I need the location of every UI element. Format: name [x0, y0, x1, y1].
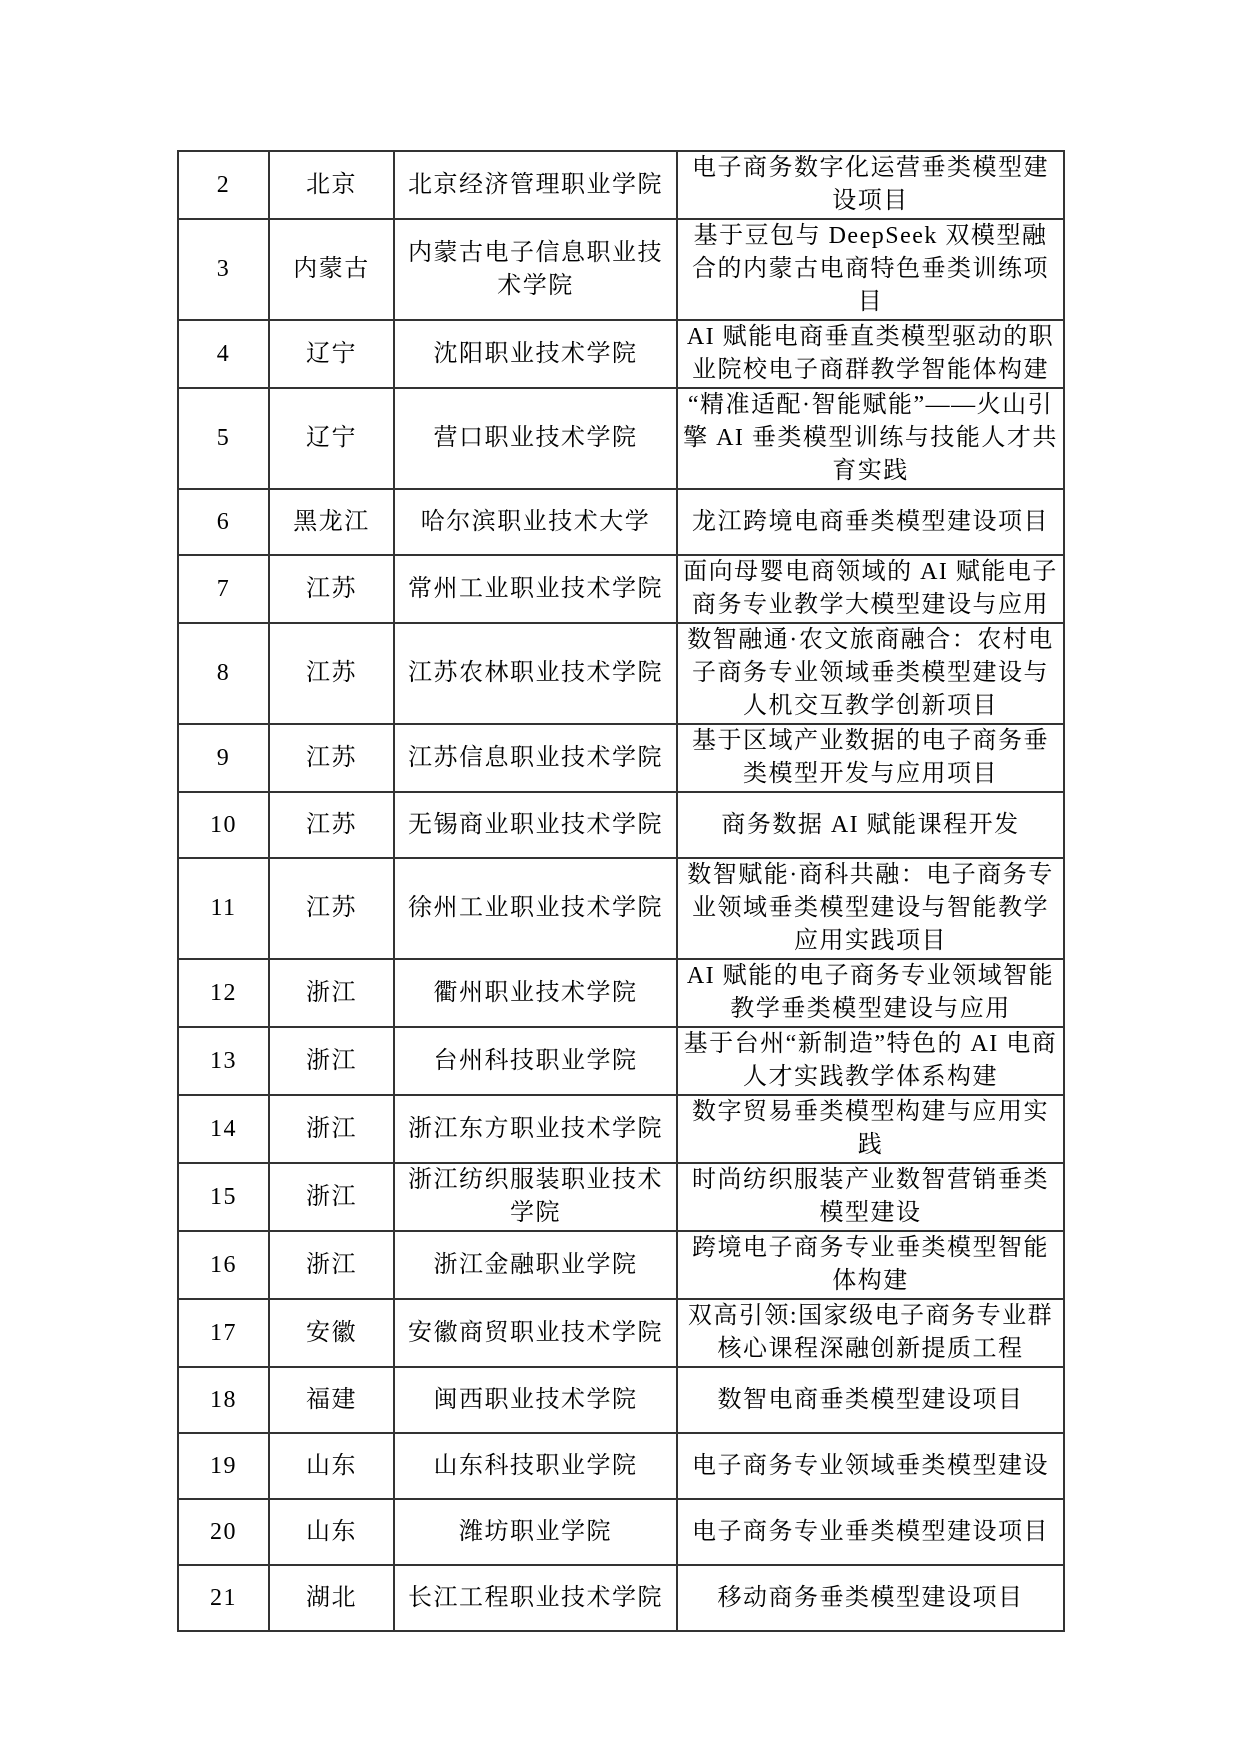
cell-school-name: 哈尔滨职业技术大学: [394, 489, 677, 555]
cell-row-number: 7: [178, 555, 269, 623]
cell-school-name: 常州工业职业技术学院: [394, 555, 677, 623]
projects-table: [177, 150, 1065, 1632]
cell-project-name: 电子商务专业垂类模型建设项目: [677, 1499, 1064, 1565]
table-row: [178, 489, 1064, 555]
cell-school-name: 浙江金融职业学院: [394, 1231, 677, 1299]
table-row: [178, 792, 1064, 858]
cell-project-name: 电子商务数字化运营垂类模型建设项目: [677, 151, 1064, 219]
cell-row-number: 15: [178, 1163, 269, 1231]
table-body: [178, 151, 1064, 1631]
cell-project-name: 数字贸易垂类模型构建与应用实践: [677, 1095, 1064, 1163]
cell-project-name: 双高引领:国家级电子商务专业群核心课程深融创新提质工程: [677, 1299, 1064, 1367]
cell-school-name: 安徽商贸职业技术学院: [394, 1299, 677, 1367]
table-row: [178, 555, 1064, 623]
cell-school-name: 江苏信息职业技术学院: [394, 724, 677, 792]
table-row: [178, 151, 1064, 219]
table-row: [178, 1095, 1064, 1163]
table-row: [178, 320, 1064, 388]
cell-row-number: 19: [178, 1433, 269, 1499]
cell-project-name: 数智赋能·商科共融：电子商务专业领域垂类模型建设与智能教学应用实践项目: [677, 858, 1064, 959]
cell-row-number: 12: [178, 959, 269, 1027]
cell-province: 江苏: [269, 792, 394, 858]
cell-province: 内蒙古: [269, 219, 394, 320]
cell-row-number: 11: [178, 858, 269, 959]
cell-project-name: AI 赋能电商垂直类模型驱动的职业院校电子商群教学智能体构建: [677, 320, 1064, 388]
cell-row-number: 17: [178, 1299, 269, 1367]
cell-row-number: 4: [178, 320, 269, 388]
cell-project-name: 数智电商垂类模型建设项目: [677, 1367, 1064, 1433]
cell-school-name: 浙江纺织服装职业技术学院: [394, 1163, 677, 1231]
cell-province: 浙江: [269, 1027, 394, 1095]
cell-row-number: 5: [178, 388, 269, 489]
cell-row-number: 21: [178, 1565, 269, 1631]
cell-province: 福建: [269, 1367, 394, 1433]
cell-project-name: 电子商务专业领域垂类模型建设: [677, 1433, 1064, 1499]
table-row: [178, 959, 1064, 1027]
cell-school-name: 浙江东方职业技术学院: [394, 1095, 677, 1163]
cell-row-number: 14: [178, 1095, 269, 1163]
cell-province: 江苏: [269, 555, 394, 623]
cell-project-name: 基于豆包与 DeepSeek 双模型融合的内蒙古电商特色垂类训练项目: [677, 219, 1064, 320]
table-row: [178, 219, 1064, 320]
cell-province: 湖北: [269, 1565, 394, 1631]
table-row: [178, 1565, 1064, 1631]
cell-school-name: 北京经济管理职业学院: [394, 151, 677, 219]
cell-row-number: 13: [178, 1027, 269, 1095]
cell-row-number: 6: [178, 489, 269, 555]
cell-province: 黑龙江: [269, 489, 394, 555]
table-row: [178, 623, 1064, 724]
cell-project-name: AI 赋能的电子商务专业领域智能教学垂类模型建设与应用: [677, 959, 1064, 1027]
cell-school-name: 无锡商业职业技术学院: [394, 792, 677, 858]
cell-school-name: 徐州工业职业技术学院: [394, 858, 677, 959]
cell-row-number: 8: [178, 623, 269, 724]
cell-province: 浙江: [269, 1095, 394, 1163]
table-row: [178, 1367, 1064, 1433]
cell-project-name: 时尚纺织服装产业数智营销垂类模型建设: [677, 1163, 1064, 1231]
table-row: [178, 388, 1064, 489]
cell-school-name: 台州科技职业学院: [394, 1027, 677, 1095]
cell-project-name: 移动商务垂类模型建设项目: [677, 1565, 1064, 1631]
cell-province: 安徽: [269, 1299, 394, 1367]
cell-project-name: 龙江跨境电商垂类模型建设项目: [677, 489, 1064, 555]
cell-school-name: 长江工程职业技术学院: [394, 1565, 677, 1631]
cell-school-name: 山东科技职业学院: [394, 1433, 677, 1499]
cell-row-number: 18: [178, 1367, 269, 1433]
cell-province: 江苏: [269, 858, 394, 959]
cell-project-name: 数智融通·农文旅商融合：农村电子商务专业领域垂类模型建设与人机交互教学创新项目: [677, 623, 1064, 724]
table-row: [178, 858, 1064, 959]
cell-project-name: 商务数据 AI 赋能课程开发: [677, 792, 1064, 858]
cell-province: 辽宁: [269, 320, 394, 388]
cell-row-number: 16: [178, 1231, 269, 1299]
cell-province: 山东: [269, 1433, 394, 1499]
cell-school-name: 沈阳职业技术学院: [394, 320, 677, 388]
cell-school-name: 衢州职业技术学院: [394, 959, 677, 1027]
cell-project-name: “精准适配·智能赋能”——火山引擎 AI 垂类模型训练与技能人才共育实践: [677, 388, 1064, 489]
cell-school-name: 内蒙古电子信息职业技术学院: [394, 219, 677, 320]
cell-school-name: 营口职业技术学院: [394, 388, 677, 489]
cell-school-name: 闽西职业技术学院: [394, 1367, 677, 1433]
cell-province: 江苏: [269, 724, 394, 792]
cell-province: 山东: [269, 1499, 394, 1565]
cell-row-number: 20: [178, 1499, 269, 1565]
table-row: [178, 724, 1064, 792]
cell-project-name: 跨境电子商务专业垂类模型智能体构建: [677, 1231, 1064, 1299]
cell-project-name: 基于区域产业数据的电子商务垂类模型开发与应用项目: [677, 724, 1064, 792]
table-row: [178, 1231, 1064, 1299]
cell-project-name: 基于台州“新制造”特色的 AI 电商人才实践教学体系构建: [677, 1027, 1064, 1095]
table-row: [178, 1163, 1064, 1231]
cell-project-name: 面向母婴电商领域的 AI 赋能电子商务专业教学大模型建设与应用: [677, 555, 1064, 623]
cell-province: 浙江: [269, 1231, 394, 1299]
table-row: [178, 1433, 1064, 1499]
table-row: [178, 1499, 1064, 1565]
cell-row-number: 10: [178, 792, 269, 858]
cell-school-name: 潍坊职业学院: [394, 1499, 677, 1565]
cell-row-number: 2: [178, 151, 269, 219]
cell-school-name: 江苏农林职业技术学院: [394, 623, 677, 724]
cell-province: 浙江: [269, 1163, 394, 1231]
cell-province: 北京: [269, 151, 394, 219]
cell-province: 江苏: [269, 623, 394, 724]
table-row: [178, 1027, 1064, 1095]
cell-row-number: 9: [178, 724, 269, 792]
cell-province: 浙江: [269, 959, 394, 1027]
cell-province: 辽宁: [269, 388, 394, 489]
table-row: [178, 1299, 1064, 1367]
cell-row-number: 3: [178, 219, 269, 320]
